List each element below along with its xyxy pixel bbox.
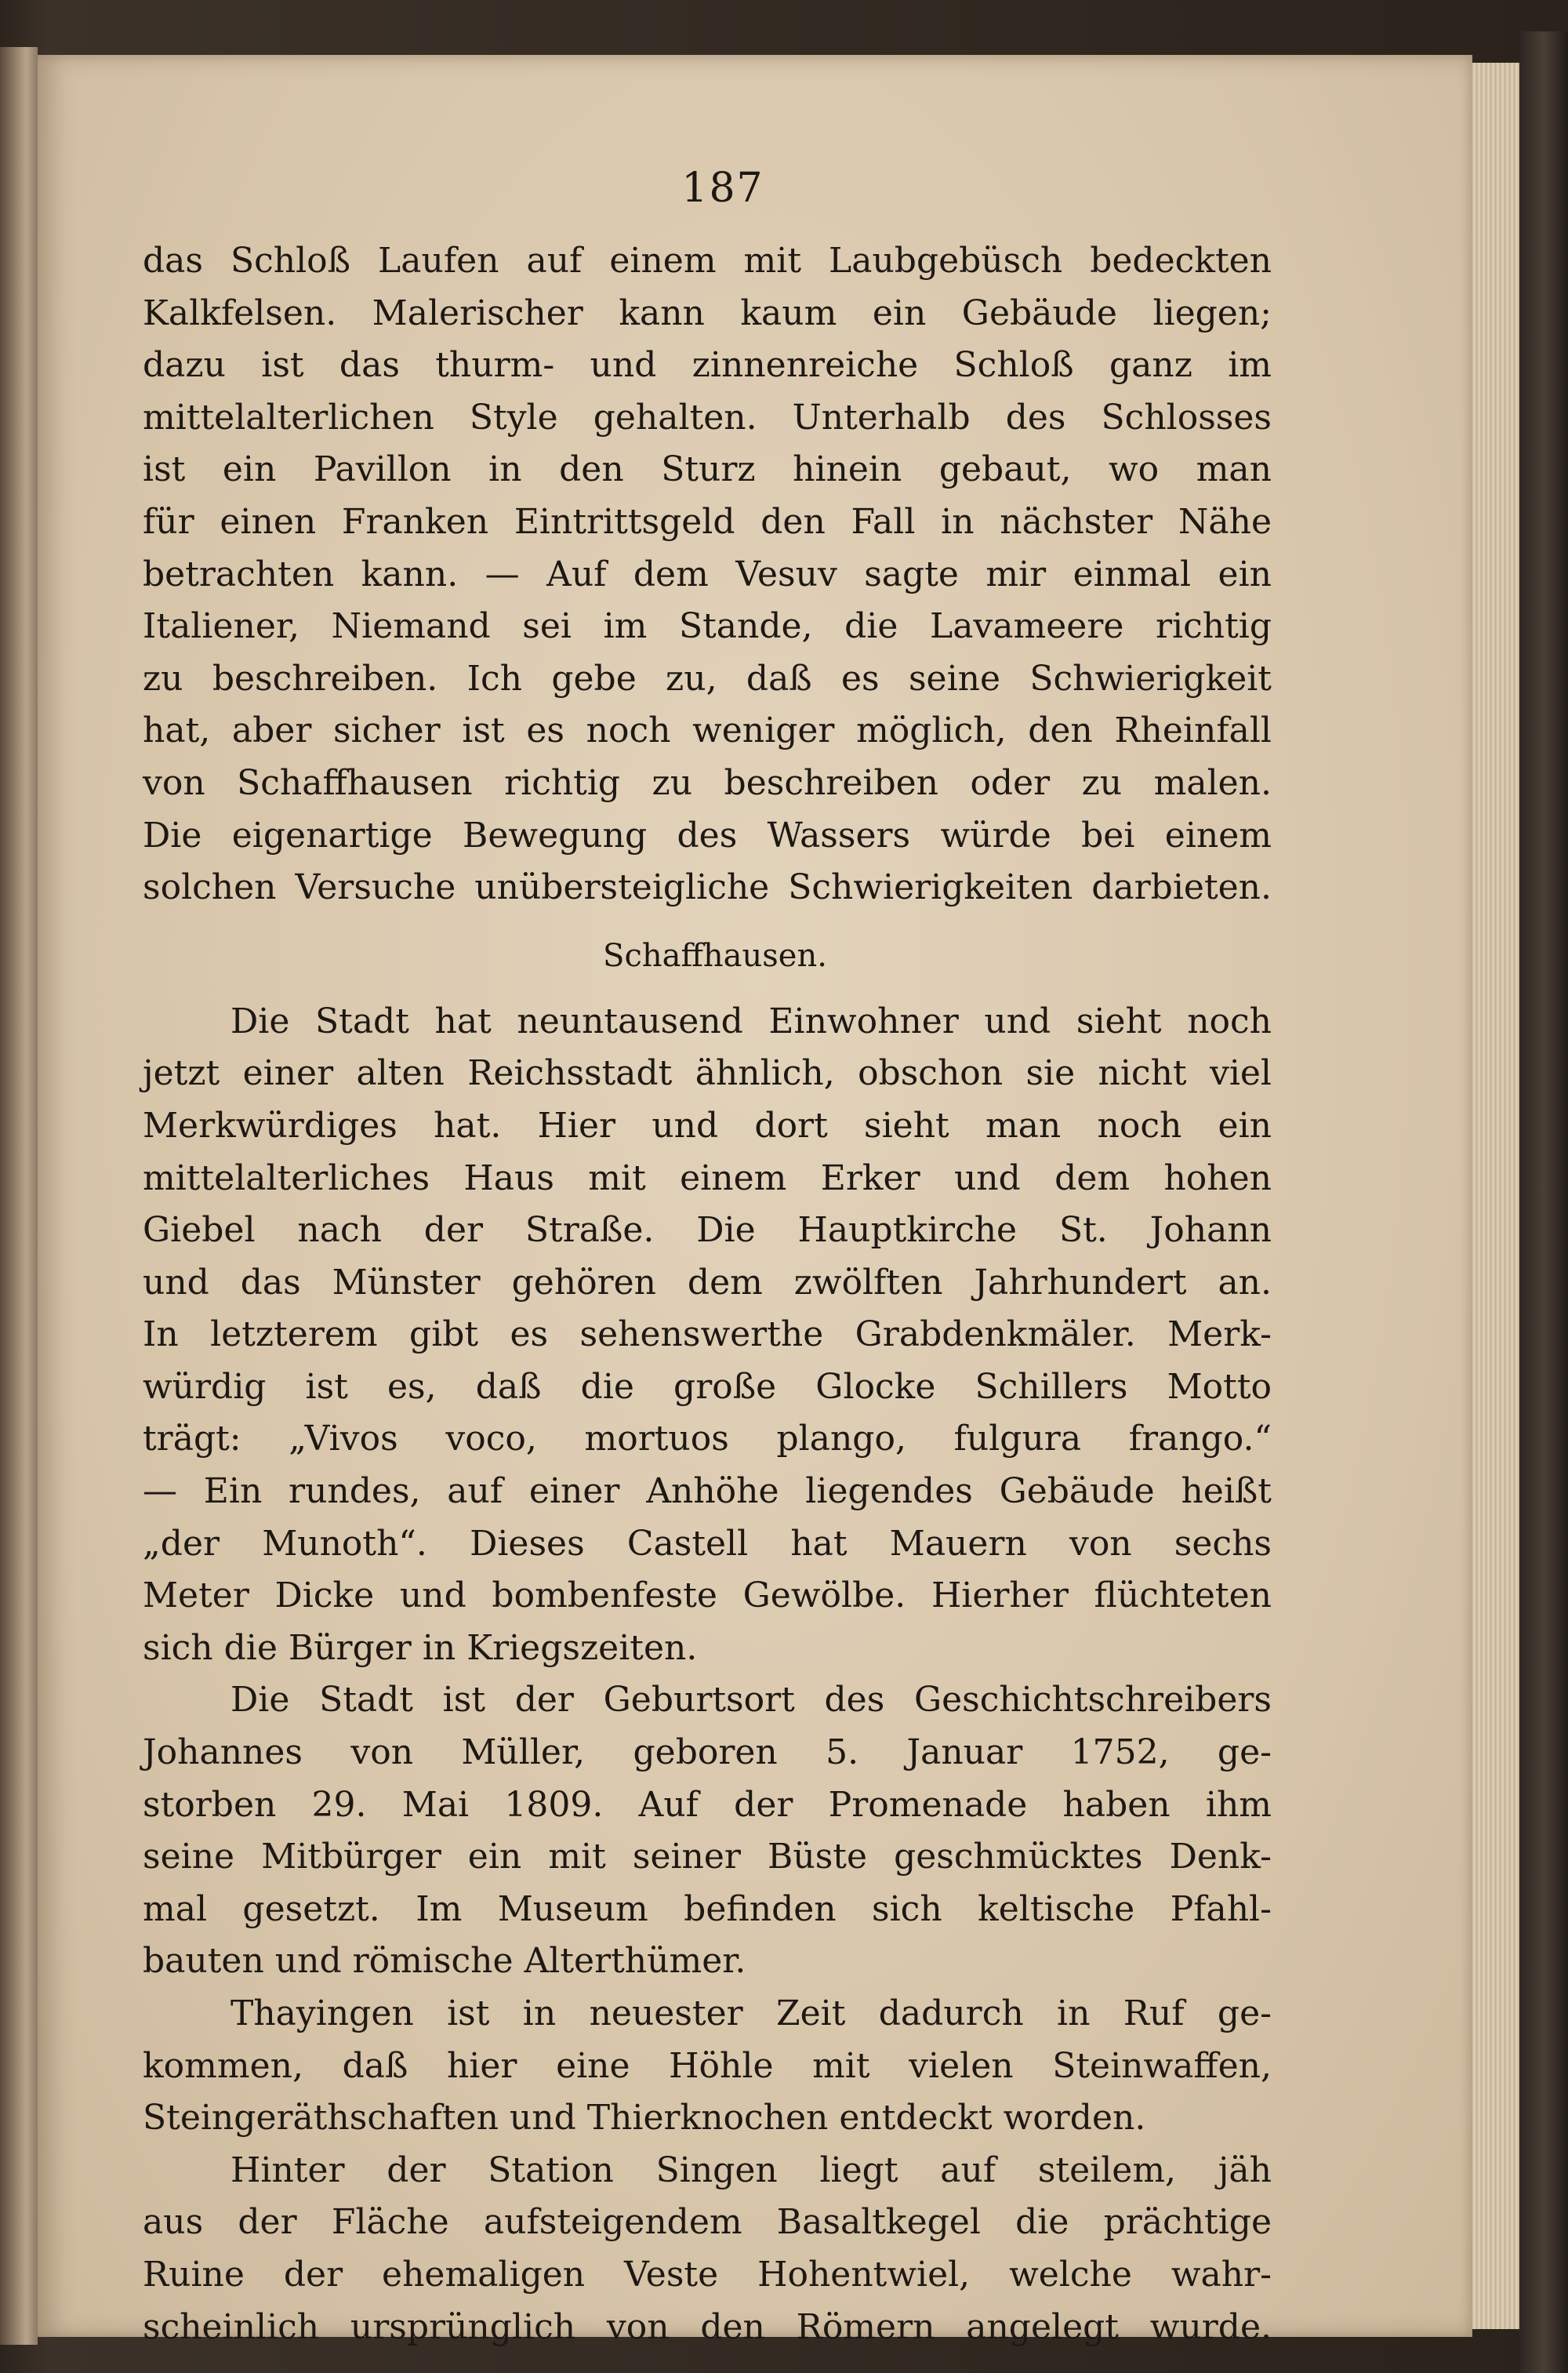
text-line: Die Stadt hat neuntausend Einwohner und sieht noch xyxy=(230,1001,1272,1041)
text-line: scheinlich ursprünglich von den Römern angelegt wurde. xyxy=(143,2306,1272,2347)
text-line: für einen Franken Eintrittsgeld den Fall in nächster Nähe xyxy=(143,501,1272,542)
text-line: mal gesetzt. Im Museum befinden sich keltische Pfahl- xyxy=(143,1888,1272,1929)
text-line: betrachten kann. — Auf dem Vesuv sagte mir einmal ein xyxy=(143,554,1272,594)
text-line: jetzt einer alten Reichsstadt ähnlich, obschon sie nicht viel xyxy=(143,1053,1272,1094)
section-heading: Schaffhausen. xyxy=(603,937,827,974)
text-line: Steingeräthschaften und Thierknochen entdeckt worden. xyxy=(143,2098,1146,2139)
text-line: Thayingen ist in neuester Zeit dadurch in Ruf ge- xyxy=(230,1993,1272,2033)
text-line: und das Münster gehören dem zwölften Jahrhundert an. xyxy=(143,1262,1272,1303)
text-line: zu beschreiben. Ich gebe zu, daß es seine Schwierigkeit xyxy=(143,658,1272,699)
text-line: ist ein Pavillon in den Sturz hinein gebaut, wo man xyxy=(143,449,1272,490)
paragraph-laufen xyxy=(143,235,1272,914)
text-line: bauten und römische Alterthümer. xyxy=(143,1941,746,1982)
text-line: Hinter der Station Singen liegt auf steilem, jäh xyxy=(230,2150,1272,2190)
left-page-edge xyxy=(0,47,38,2345)
paragraph-mueller xyxy=(143,1674,1272,1988)
page-text xyxy=(143,118,1272,2353)
paragraph-schaffhausen xyxy=(143,996,1272,1675)
text-line: solchen Versuche unübersteigliche Schwierigkeiten darbieten. xyxy=(143,867,1272,908)
text-line: trägt: „Vivos voco, mortuos plango, fulgura frango.“ xyxy=(143,1419,1272,1459)
text-line: das Schloß Laufen auf einem mit Laubgebüsch bedeckten xyxy=(143,241,1272,281)
text-line: mittelalterliches Haus mit einem Erker und dem hohen xyxy=(143,1157,1272,1198)
text-line: hat, aber sicher ist es noch weniger möglich, den Rheinfall xyxy=(143,710,1272,751)
text-line: würdig ist es, daß die große Glocke Schillers Motto xyxy=(143,1366,1272,1407)
text-line: aus der Fläche aufsteigendem Basaltkegel die prächtige xyxy=(143,2202,1272,2243)
text-line: Ruine der ehemaligen Veste Hohentwiel, welche wahr- xyxy=(143,2254,1272,2295)
text-line: Giebel nach der Straße. Die Hauptkirche St. Johann xyxy=(143,1210,1272,1251)
text-line: Johannes von Müller, geboren 5. Januar 1752, ge- xyxy=(143,1732,1272,1773)
text-line: storben 29. Mai 1809. Auf der Promenade haben ihm xyxy=(143,1784,1272,1825)
text-line: Die Stadt ist der Geburtsort des Geschichtschreibers xyxy=(230,1680,1272,1721)
book-cover-edge xyxy=(1519,31,1568,2373)
page-edges xyxy=(1472,63,1519,2329)
paragraph-thayingen xyxy=(143,1988,1272,2145)
text-line: dazu ist das thurm- und zinnenreiche Schloß ganz im xyxy=(143,345,1272,386)
text-line: mittelalterlichen Style gehalten. Unterhalb des Schlosses xyxy=(143,397,1272,438)
text-line: seine Mitbürger ein mit seiner Büste geschmücktes Denk- xyxy=(143,1837,1272,1877)
text-line: Meter Dicke und bombenfeste Gewölbe. Hierher flüchteten xyxy=(143,1575,1272,1616)
text-line: „der Munoth“. Dieses Castell hat Mauern von sechs xyxy=(143,1523,1272,1564)
page-number: 187 xyxy=(681,165,764,212)
text-line: sich die Bürger in Kriegszeiten. xyxy=(143,1627,698,1668)
text-line: Merkwürdiges hat. Hier und dort sieht man noch ein xyxy=(143,1105,1272,1146)
text-line: In letzterem gibt es sehenswerthe Grabdenkmäler. Merk- xyxy=(143,1314,1272,1355)
paragraph-hohentwiel xyxy=(143,2145,1272,2353)
text-line: Kalkfelsen. Malerischer kann kaum ein Gebäude liegen; xyxy=(143,293,1272,333)
text-line: Die eigenartige Bewegung des Wassers würde bei einem xyxy=(143,815,1272,856)
text-line: von Schaffhausen richtig zu beschreiben oder zu malen. xyxy=(143,762,1272,803)
text-line: kommen, daß hier eine Höhle mit vielen Steinwaffen, xyxy=(143,2045,1272,2086)
text-line: Italiener, Niemand sei im Stande, die Lavameere richtig xyxy=(143,606,1272,647)
text-line: — Ein rundes, auf einer Anhöhe liegendes Gebäude heißt xyxy=(143,1471,1272,1512)
